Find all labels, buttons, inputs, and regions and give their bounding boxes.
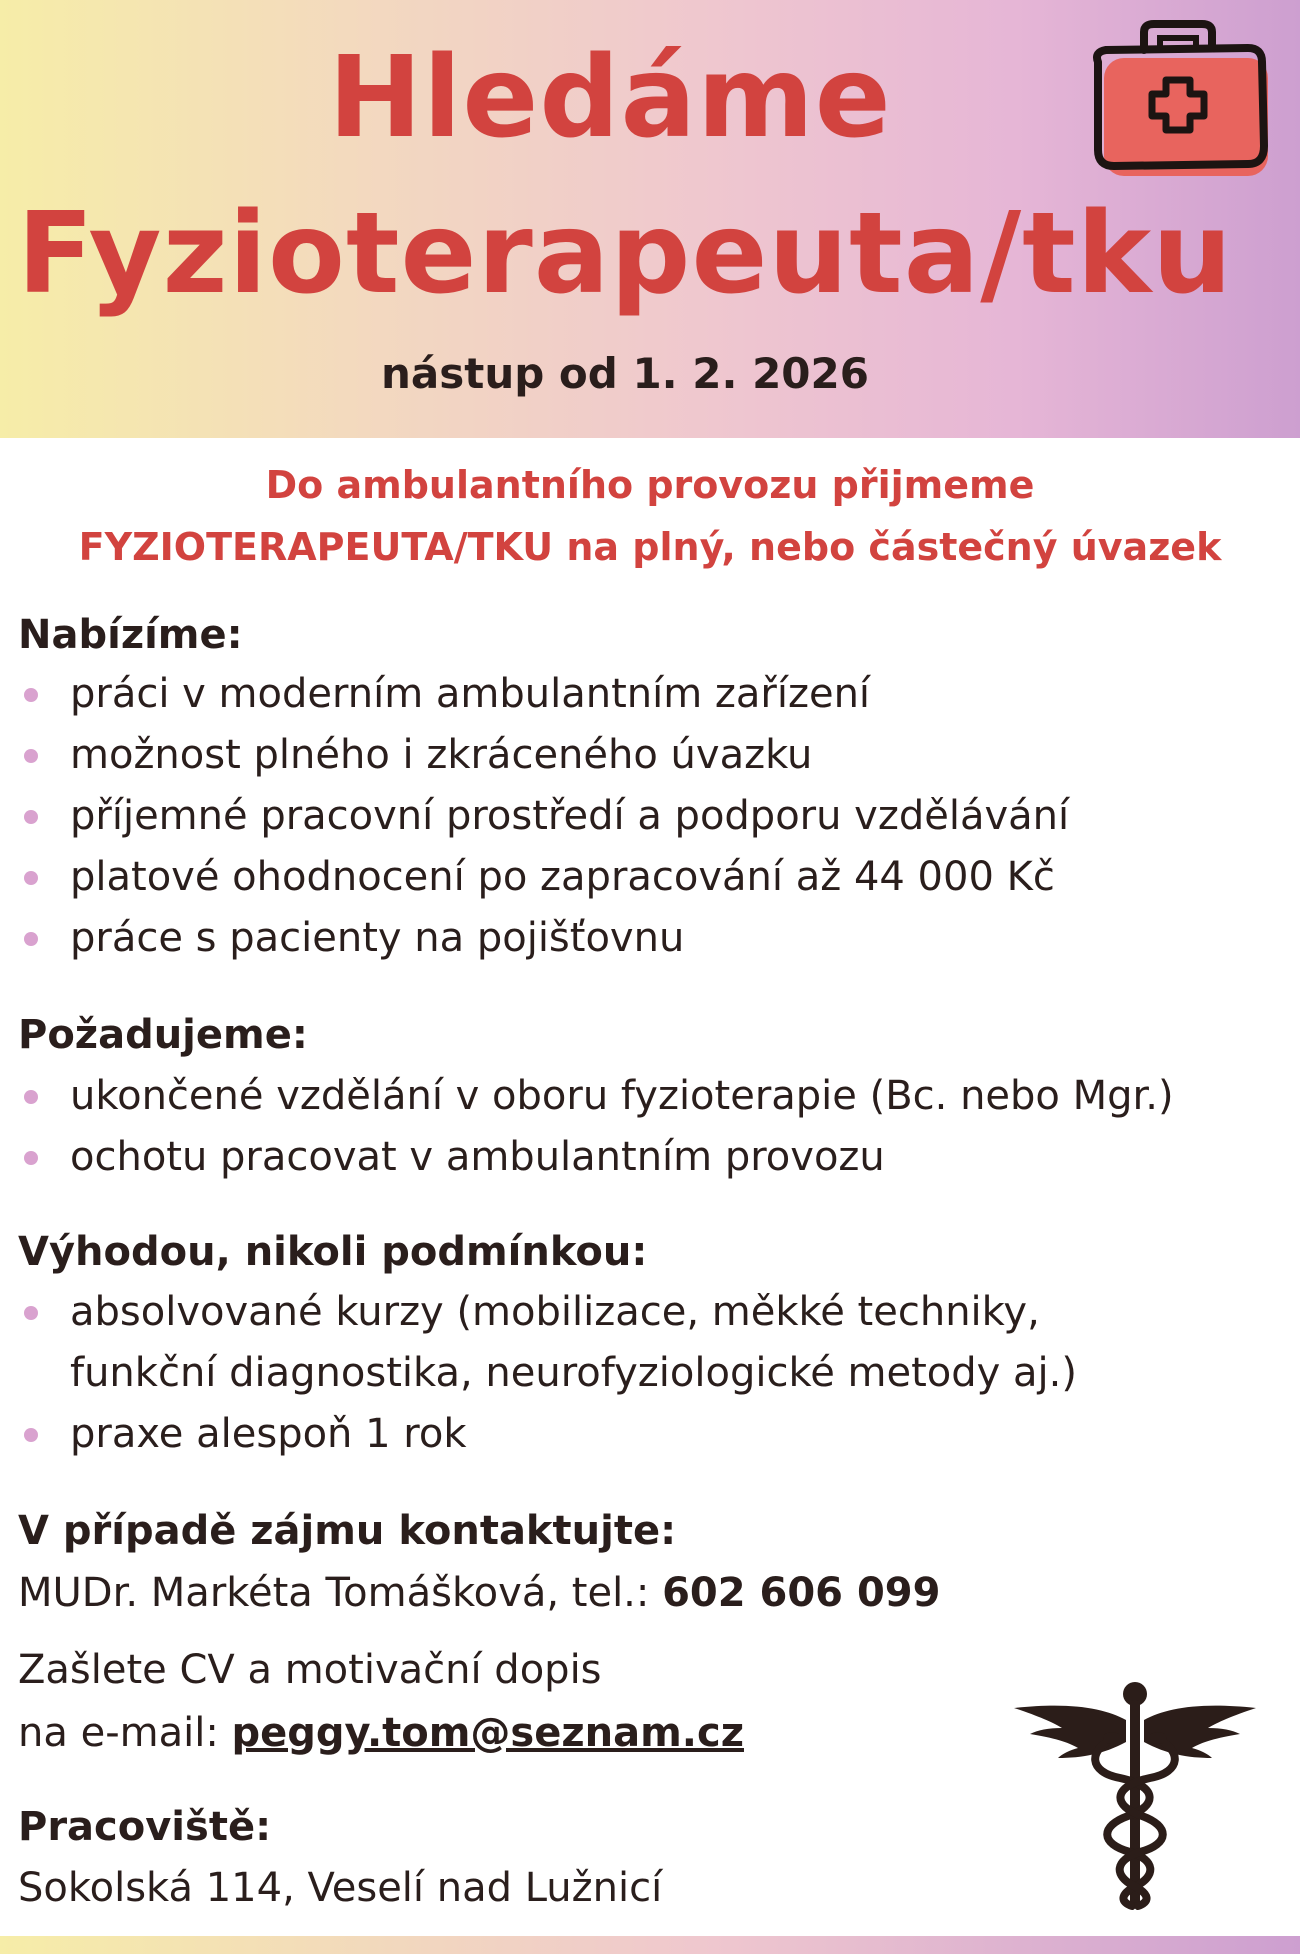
start-date: nástup od 1. 2. 2026	[381, 349, 869, 398]
list-item	[18, 847, 1069, 908]
email-prefix: na e-mail:	[18, 1710, 232, 1756]
list-item-text: platové ohodnocení po zapracování až 44 000 Kč	[70, 854, 1055, 900]
list-item	[18, 1066, 1174, 1127]
list-item-text: absolvované kurzy (mobilizace, měkké techniky,	[70, 1289, 1040, 1335]
list-item	[18, 786, 1069, 847]
list-item-text: příjemné pracovní prostředí a podporu vzdělávání	[70, 793, 1070, 839]
intro-line-2: FYZIOTERAPEUTA/TKU na plný, nebo částečný úvazek	[78, 525, 1222, 569]
phone-number[interactable]: 602 606 099	[662, 1570, 941, 1616]
contact-person-line	[18, 1562, 940, 1624]
list-item-text: možnost plného i zkráceného úvazku	[70, 732, 813, 778]
bullet-icon	[24, 1151, 38, 1165]
contact-person: MUDr. Markéta Tomášková, tel.:	[18, 1570, 663, 1616]
offer-list	[18, 664, 1069, 969]
bullet-icon	[24, 1090, 38, 1104]
list-item	[18, 908, 1069, 969]
list-item-continuation	[18, 1343, 1077, 1404]
list-item-text: práce s pacienty na pojišťovnu	[70, 915, 685, 961]
list-item-text: ochotu pracovat v ambulantním provozu	[70, 1134, 885, 1180]
bullet-icon	[24, 932, 38, 946]
list-item-text: ukončené vzdělání v oboru fyzioterapie (Bc. nebo Mgr.)	[70, 1073, 1174, 1119]
bullet-icon	[24, 1428, 38, 1442]
list-item	[18, 725, 1069, 786]
email-line	[18, 1702, 744, 1764]
title-line-1: Hledáme	[328, 33, 892, 163]
email-link[interactable]: peggy.tom@seznam.cz	[231, 1710, 744, 1756]
advantage-heading: Výhodou, nikoli podmínkou:	[18, 1229, 648, 1275]
advantage-list	[18, 1282, 1077, 1465]
list-item	[18, 664, 1069, 725]
bullet-icon	[24, 749, 38, 763]
list-item	[18, 1282, 1077, 1343]
bullet-icon	[24, 1306, 38, 1320]
title-line-2: Fyzioterapeuta/tku	[17, 189, 1233, 319]
workplace-heading: Pracoviště:	[18, 1804, 272, 1850]
first-aid-kit-icon	[1078, 18, 1278, 188]
list-item	[18, 1404, 1077, 1465]
cv-line: Zašlete CV a motivační dopis	[18, 1647, 602, 1693]
footer-band	[0, 1936, 1300, 1954]
bullet-icon	[24, 688, 38, 702]
contact-heading: V případě zájmu kontaktujte:	[18, 1508, 677, 1554]
intro-line-1: Do ambulantního provozu přijmeme	[265, 463, 1035, 507]
bullet-icon	[24, 810, 38, 824]
caduceus-icon	[1008, 1680, 1262, 1912]
workplace-address: Sokolská 114, Veselí nad Lužnicí	[18, 1865, 663, 1911]
offer-heading: Nabízíme:	[18, 612, 243, 658]
list-item	[18, 1127, 1174, 1188]
list-item-text: funkční diagnostika, neurofyziologické metody aj.)	[70, 1350, 1077, 1396]
list-item-text: práci v moderním ambulantním zařízení	[70, 671, 871, 717]
requirements-list	[18, 1066, 1174, 1188]
header-banner	[0, 0, 1300, 438]
requirements-heading: Požadujeme:	[18, 1012, 308, 1058]
list-item-text: praxe alespoň 1 rok	[70, 1411, 467, 1457]
bullet-icon	[24, 871, 38, 885]
